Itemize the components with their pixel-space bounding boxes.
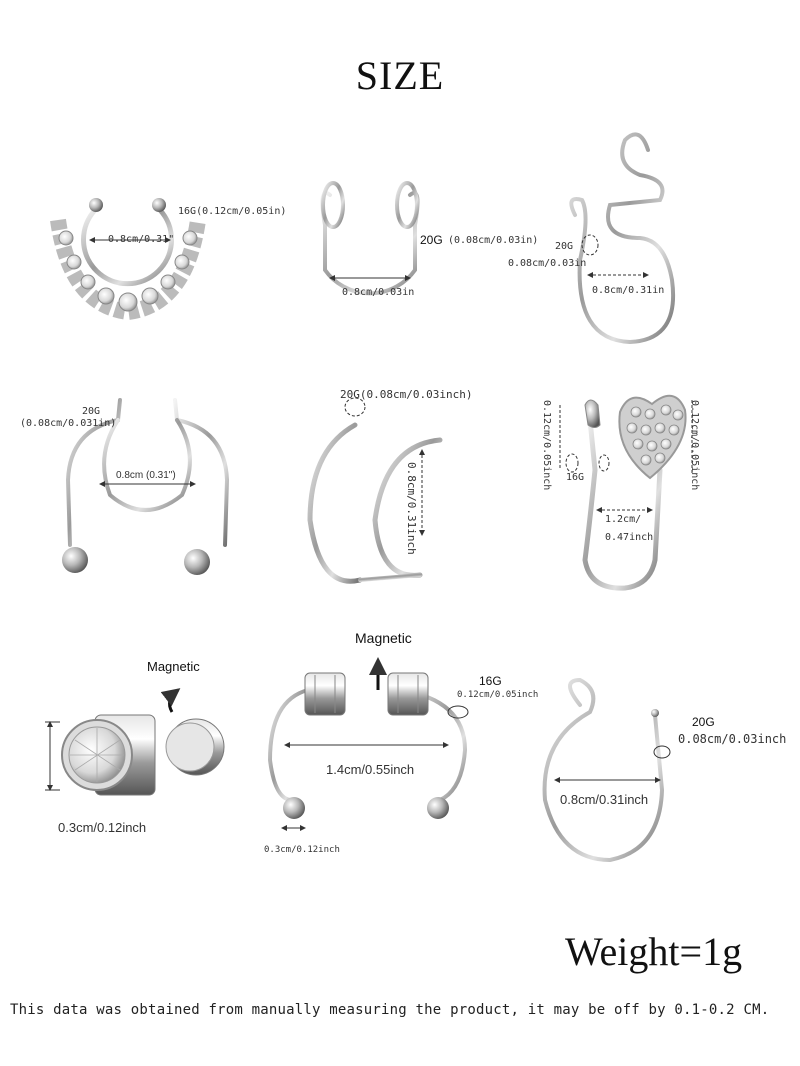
item6-gauge-label: 16G — [566, 472, 585, 483]
item5-diameter-label: 0.8cm/0.31inch — [405, 462, 418, 555]
item7-magnetic-label: Magnetic — [147, 659, 200, 674]
item1-gauge-label: 16G(0.12cm/0.05in) — [178, 206, 287, 217]
magnetic-horseshoe — [270, 660, 468, 828]
measurement-disclaimer: This data was obtained from manually measuring the product, it may be off by 0.1-0.2 CM. — [10, 1002, 770, 1018]
item3-gauge-size-label: 0.08cm/0.03in — [508, 258, 587, 269]
item6-width-label-a: 1.2cm/ — [605, 514, 642, 525]
item8-width-label: 1.4cm/0.55inch — [326, 762, 415, 777]
item8-gauge-label: 16G — [479, 674, 502, 688]
item8-magnetic-label: Magnetic — [355, 630, 412, 646]
weight-label: Weight=1g — [565, 929, 743, 974]
item2-diameter-label: 0.8cm/0.03in — [342, 287, 415, 298]
item4-gauge-size-label: (0.08cm/0.031in) — [20, 418, 117, 429]
item1-diameter-label: 0.8cm/0.31" — [108, 234, 175, 245]
magnetic-stud — [45, 690, 224, 795]
item9-gauge-label: 20G — [692, 715, 715, 729]
item9-diameter-label: 0.8cm/0.31inch — [560, 792, 649, 807]
item4-gauge-label: 20G — [82, 406, 101, 417]
snake-clip-ring — [571, 134, 673, 342]
item3-diameter-label: 0.8cm/0.31in — [592, 285, 665, 296]
item2-gauge-label: 20G — [420, 233, 443, 247]
item4-diameter-label: 0.8cm (0.31") — [116, 470, 176, 481]
wire-clip-ring — [322, 183, 417, 293]
item8-gauge-size-label: 0.12cm/0.05inch — [457, 690, 539, 700]
item6-right-size-label: 0.12cm/0.05inch — [689, 400, 700, 491]
item3-gauge-label: 20G — [555, 241, 574, 252]
item8-ball-label: 0.3cm/0.12inch — [264, 845, 340, 855]
heart-clip-ring — [560, 396, 692, 588]
item6-left-size-label: 0.12cm/0.05inch — [541, 400, 552, 491]
loop-clip-ring — [545, 680, 670, 860]
item7-size-label: 0.3cm/0.12inch — [58, 820, 147, 835]
item6-width-label-b: 0.47inch — [605, 532, 654, 543]
jeweled-septum-ring — [58, 198, 198, 312]
item2-gauge-size-label: (0.08cm/0.03in) — [448, 235, 539, 246]
item9-gauge-size-label: 0.08cm/0.03inch — [678, 732, 787, 746]
page-title: SIZE — [355, 53, 445, 98]
double-hoop-ring — [310, 398, 440, 581]
item5-gauge-label: 20G(0.08cm/0.03inch) — [340, 388, 473, 401]
